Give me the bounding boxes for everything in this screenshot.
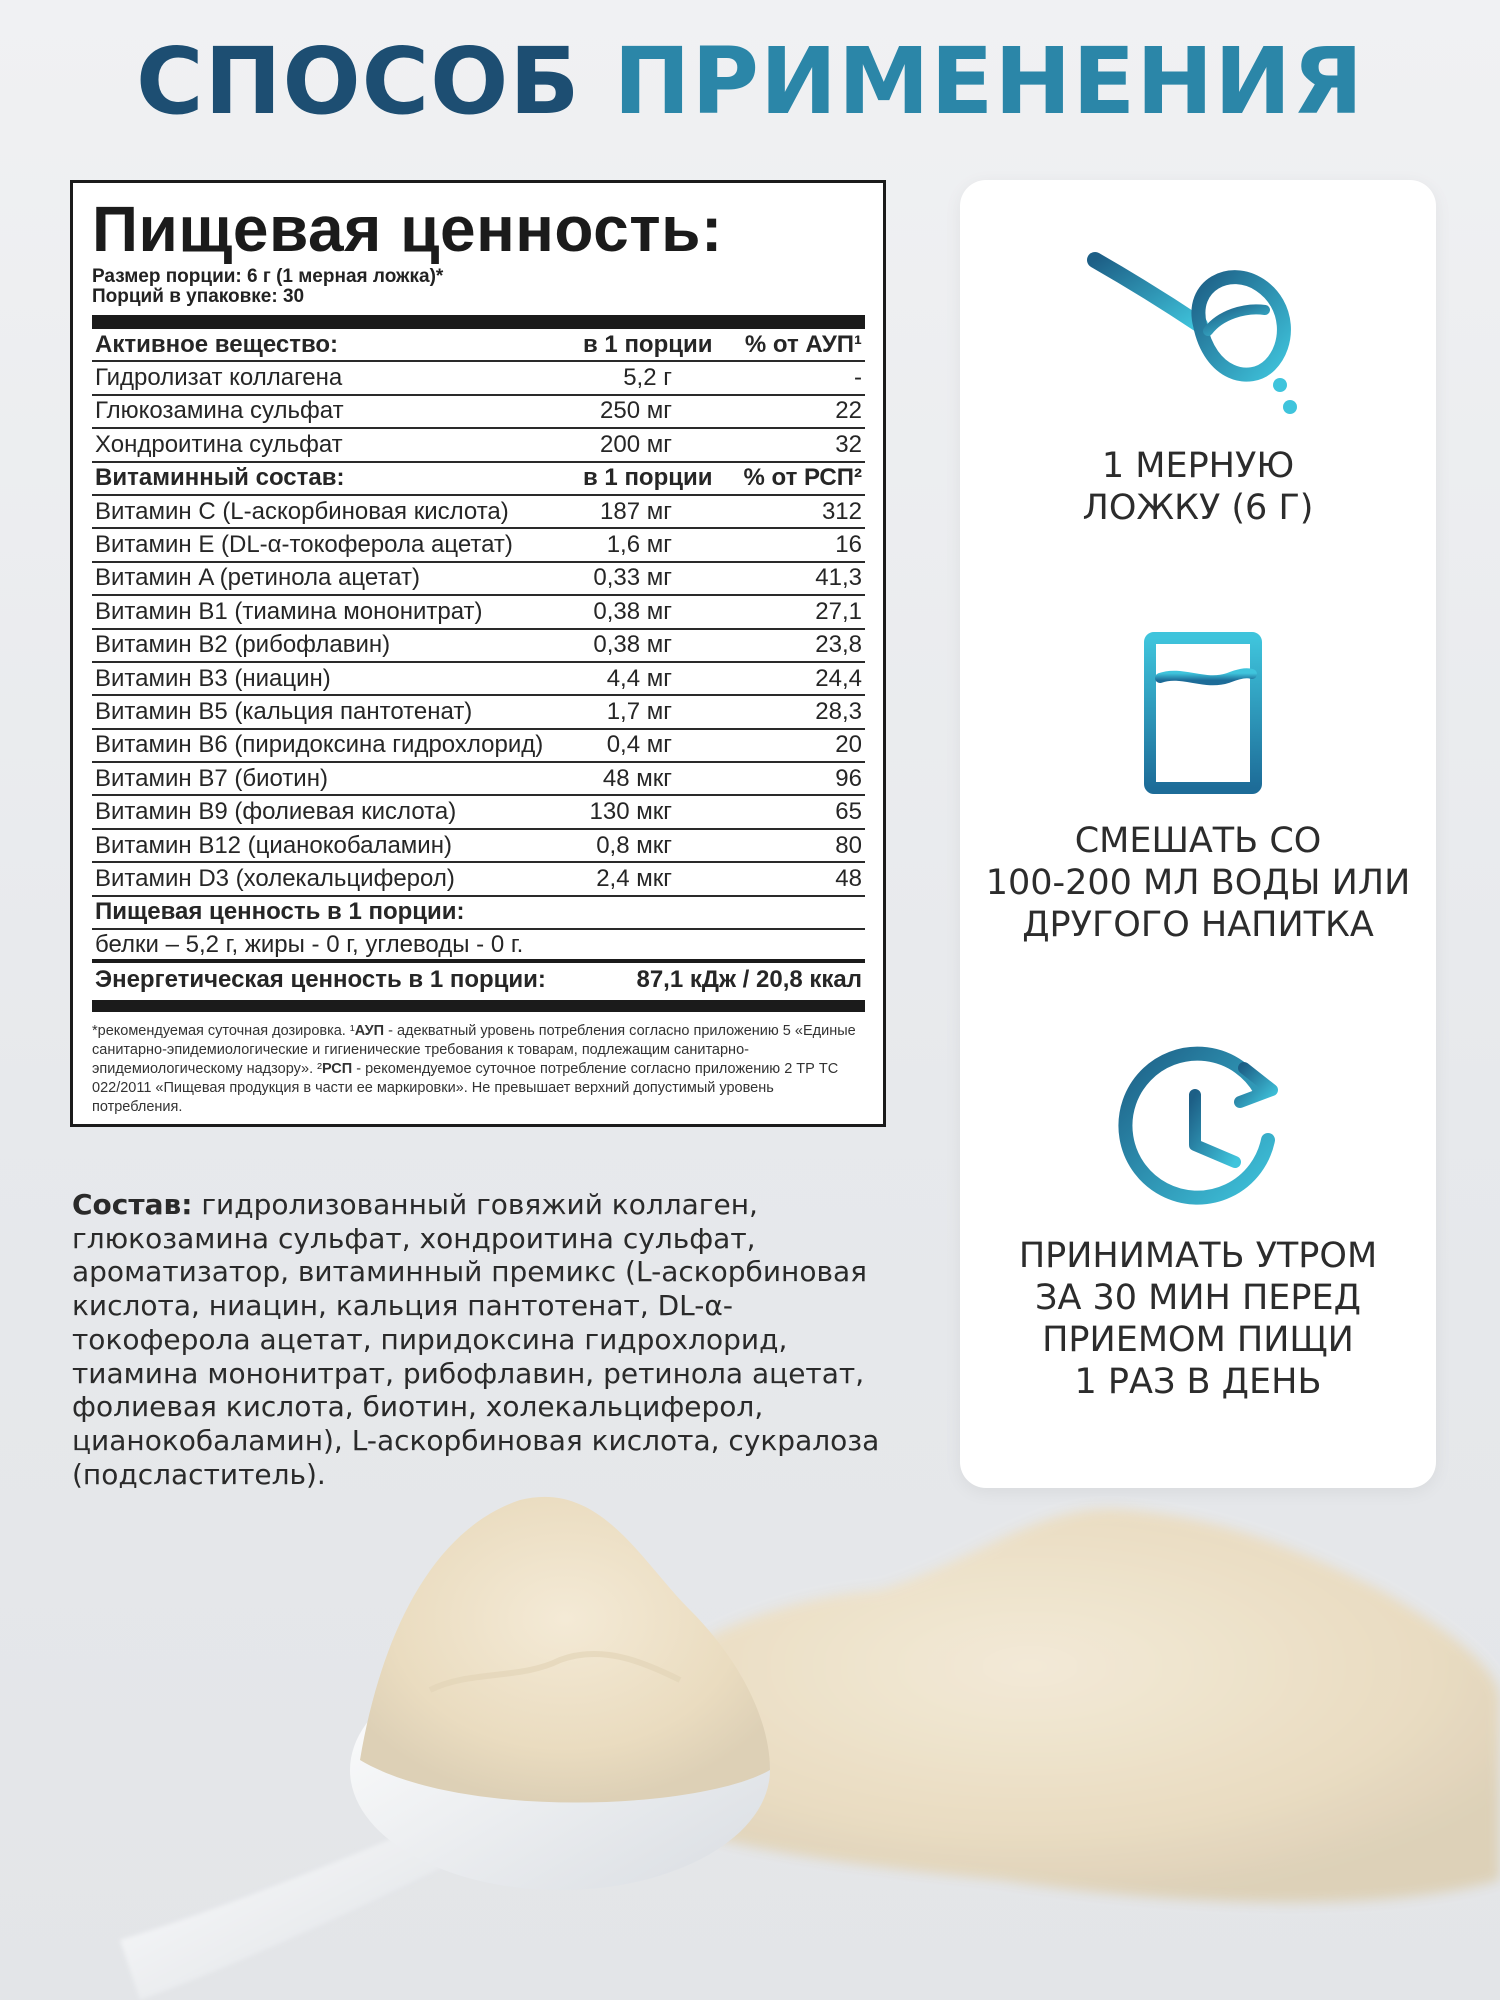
footnote-aup: АУП (354, 1022, 385, 1039)
instructions-card (960, 180, 1436, 1488)
row-name: Витамин D3 (холекальциферол) (95, 864, 455, 892)
table-row (92, 696, 865, 729)
row-amount: 0,38 мг (593, 597, 672, 625)
nutrition-title: Пищевая ценность: (92, 193, 723, 265)
row-percent: 80 (835, 831, 862, 859)
step-2-line-1: СМЕШАТЬ СО (1074, 821, 1322, 861)
step-1-line-2: ЛОЖКУ (6 Г) (1082, 488, 1314, 528)
step-2-text (960, 820, 1436, 946)
row-percent: 48 (835, 864, 862, 892)
glass-icon (960, 630, 1436, 800)
table-row (92, 730, 865, 763)
row-amount: 4,4 мг (606, 664, 672, 692)
value-text: белки – 5,2 г, жиры - 0 г, углеводы - 0 г. (95, 930, 524, 958)
energy-row (92, 963, 865, 996)
table-row (92, 596, 865, 629)
active-header-amount: в 1 порции (583, 330, 713, 358)
row-amount: 0,8 мкг (596, 831, 672, 859)
clock-icon (960, 1040, 1436, 1220)
table-row (92, 763, 865, 796)
row-percent: 32 (835, 430, 862, 458)
footnote-rsp: РСП (321, 1060, 353, 1077)
row-percent: 22 (835, 397, 862, 425)
row-name: Витамин B7 (биотин) (95, 764, 328, 792)
vitamin-header-amount: в 1 порции (583, 464, 713, 492)
active-header-percent: % от АУП¹ (744, 330, 862, 358)
table-row (92, 529, 865, 562)
row-amount: 2,4 мкг (596, 864, 672, 892)
spoon-icon (960, 235, 1436, 415)
step-1-line-1: 1 МЕРНУЮ (1101, 446, 1295, 486)
vitamin-header-name: Витаминный состав: (95, 464, 345, 492)
row-percent: 96 (835, 764, 862, 792)
row-amount: 200 мг (600, 430, 672, 458)
row-amount: 5,2 г (623, 364, 672, 392)
table-row (92, 663, 865, 696)
row-amount: 187 мг (600, 497, 672, 525)
row-name: Витамин B1 (тиамина мононитрат) (95, 597, 483, 625)
step-2-line-3: ДРУГОГО НАПИТКА (1022, 905, 1374, 945)
footnote-part3: - рекомендуемое суточное потребление согласно приложению 2 ТР ТС 022/2011 «Пищевая продукция в части ее маркировки». Не превышает верхний допустимый уровень потребления. (92, 1060, 839, 1115)
row-name: Витамин B2 (рибофлавин) (95, 631, 391, 659)
footnote (92, 1022, 865, 1117)
footnote-part2: - адекватный уровень потребления согласно приложению 5 «Единые санитарно-эпидемиологические и гигиенические требования к товарам, подлежащим санитарно-эпидемиологическому надзору». ² (92, 1022, 856, 1077)
step-3-line-2: ЗА 30 МИН ПЕРЕД (1035, 1278, 1361, 1318)
row-amount: 48 мкг (602, 764, 672, 792)
row-name: Витамин B9 (фолиевая кислота) (95, 798, 457, 826)
row-name: Глюкозамина сульфат (95, 397, 344, 425)
table-row (92, 796, 865, 829)
table-row (92, 496, 865, 529)
step-1-text (960, 445, 1436, 529)
table-row (92, 863, 865, 896)
step-3-text (960, 1235, 1436, 1403)
servings-per-pack: Порций в упаковке: 30 (92, 286, 305, 307)
row-name: Витамин B6 (пиридоксина гидрохлорид) (95, 731, 544, 759)
value-row (92, 930, 865, 963)
row-name: Витамин A (ретинола ацетат) (95, 564, 420, 592)
row-amount: 1,6 мг (606, 531, 672, 559)
table-row (92, 563, 865, 596)
value-header: Пищевая ценность в 1 порции: (95, 898, 465, 926)
row-name: Витамин C (L-аскорбиновая кислота) (95, 497, 509, 525)
table-row (92, 396, 865, 429)
divider-thick (92, 315, 865, 329)
row-percent: 20 (835, 731, 862, 759)
row-amount: 0,4 мг (606, 731, 672, 759)
table-row (92, 830, 865, 863)
composition-label: Состав: (72, 1188, 193, 1221)
page-title (0, 28, 1500, 135)
footnote-part1: *рекомендуемая суточная дозировка. ¹ (92, 1022, 355, 1039)
active-header-row (92, 329, 865, 362)
row-amount: 0,38 мг (593, 631, 672, 659)
row-percent: 28,3 (815, 697, 862, 725)
table-row (92, 429, 865, 462)
row-percent: 312 (821, 497, 862, 525)
table-row (92, 362, 865, 395)
row-name: Витамин B3 (ниацин) (95, 664, 331, 692)
row-amount: 1,7 мг (606, 697, 672, 725)
row-name: Витамин B5 (кальция пантотенат) (95, 697, 473, 725)
table-row (92, 630, 865, 663)
row-percent: - (854, 364, 862, 392)
step-3-line-4: 1 РАЗ В ДЕНЬ (1074, 1362, 1322, 1402)
row-amount: 0,33 мг (593, 564, 672, 592)
active-header-name: Активное вещество: (95, 330, 339, 358)
title-word-2: ПРИМЕНЕНИЯ (613, 28, 1365, 135)
nutrition-panel (70, 180, 886, 1127)
row-name: Витамин E (DL-α-токоферола ацетат) (95, 531, 513, 559)
row-name: Хондроитина сульфат (95, 430, 343, 458)
row-name: Гидролизат коллагена (95, 364, 343, 392)
row-percent: 27,1 (815, 597, 862, 625)
step-2-line-2: 100-200 МЛ ВОДЫ ИЛИ (985, 863, 1411, 903)
step-3-line-1: ПРИНИМАТЬ УТРОМ (1018, 1236, 1378, 1276)
step-3-line-3: ПРИЕМОМ ПИЩИ (1042, 1320, 1354, 1360)
row-amount: 130 мкг (589, 798, 672, 826)
title-word-1: СПОСОБ (135, 28, 581, 135)
powder-scoop-illustration (0, 1440, 1500, 2000)
divider-end (92, 1000, 865, 1012)
row-percent: 23,8 (815, 631, 862, 659)
vitamin-header-row (92, 463, 865, 496)
row-percent: 16 (835, 531, 862, 559)
composition-text: гидролизованный говяжий коллаген, глюкозамина сульфат, хондроитина сульфат, ароматизатор, витаминный премикс (L-аскорбиновая кислота, ниацин, кальция пантотенат, DL-α-токоферола ацетат, пиридоксина гидрохлорид, тиамина мононитрат, рибофлавин, ретинола ацетат, фолиевая кислота, биотин, холекальциферол, цианокобаламин), L-аскорбиновая кислота, сукралоза (подсластитель). (72, 1188, 880, 1491)
serving-size: Размер порции: 6 г (1 мерная ложка)* (92, 266, 444, 287)
row-percent: 24,4 (815, 664, 862, 692)
row-percent: 65 (835, 798, 862, 826)
vitamin-header-percent: % от РСП² (743, 464, 862, 492)
energy-value: 87,1 кДж / 20,8 ккал (636, 966, 862, 994)
energy-label: Энергетическая ценность в 1 порции: (95, 966, 546, 994)
row-name: Витамин B12 (цианокобаламин) (95, 831, 452, 859)
value-header-row (92, 897, 865, 930)
row-percent: 41,3 (815, 564, 862, 592)
row-amount: 250 мг (600, 397, 672, 425)
